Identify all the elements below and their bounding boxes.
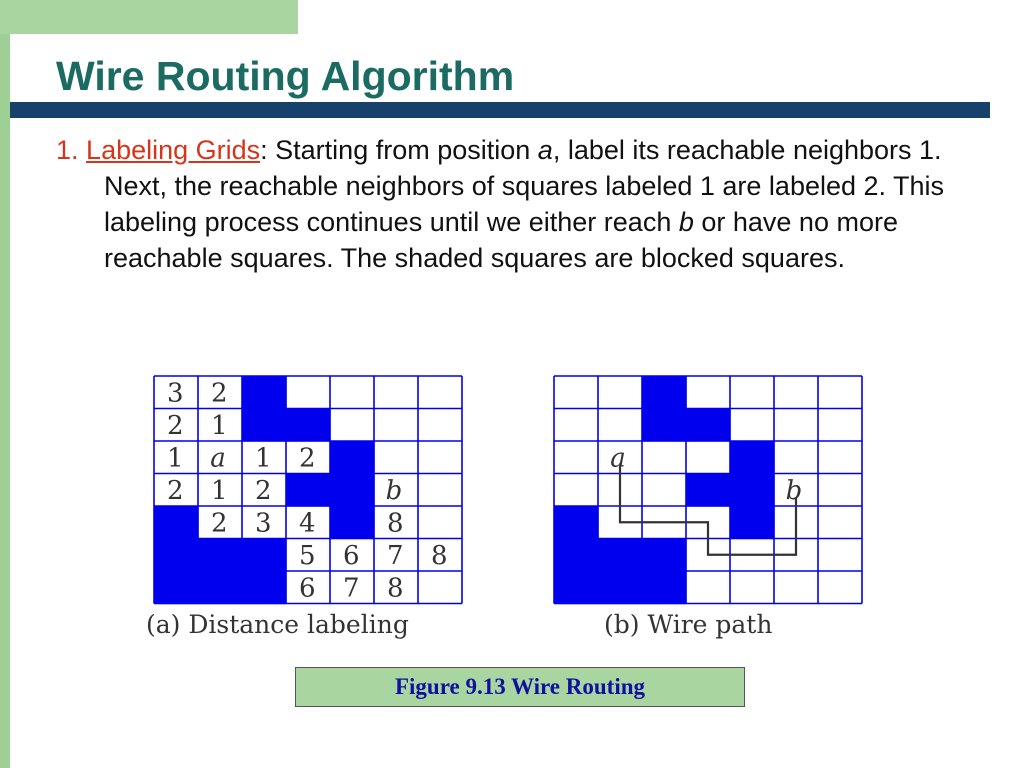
- position-a-ref: a: [537, 135, 553, 165]
- blocked-cell: [330, 441, 375, 474]
- distance-label: 1: [167, 443, 184, 474]
- wire-path-grid: [546, 370, 876, 610]
- text-segment: , label its reachable neighbors 1. Next, the reachable neighbors of squares labeled 1 are labeled 2. This labeling process continues until we either reach: [104, 135, 945, 237]
- left-accent-bar: [0, 0, 10, 768]
- blocked-cell: [642, 571, 687, 604]
- blocked-cell: [242, 376, 287, 409]
- distance-label: 3: [255, 508, 272, 539]
- body-text: [56, 132, 996, 276]
- text-segment: : Starting from position: [260, 135, 538, 165]
- blocked-cell: [686, 474, 731, 507]
- position-label: a: [210, 443, 226, 474]
- blocked-cell: [198, 571, 243, 604]
- wire-path-caption: (b) Wire path: [604, 610, 773, 639]
- distance-label: 2: [167, 411, 184, 441]
- blocked-cell: [286, 409, 331, 442]
- blocked-cell: [598, 571, 643, 604]
- distance-label: 8: [387, 573, 404, 604]
- blocked-cell: [730, 506, 775, 539]
- distance-label: 1: [255, 443, 272, 474]
- position-label: b: [785, 476, 803, 506]
- title-divider: [10, 102, 990, 118]
- blocked-cell: [242, 571, 287, 604]
- distance-label: 2: [211, 378, 228, 409]
- text-segment: or have no more reachable squares. The shaded squares are blocked squares.: [104, 207, 898, 273]
- blocked-cell: [286, 474, 331, 507]
- bullet-paragraph: [56, 132, 996, 276]
- distance-labeling-grid: [146, 370, 476, 610]
- top-accent-bar: [0, 0, 298, 34]
- distance-label: 1: [211, 411, 228, 441]
- distance-label: 7: [387, 541, 404, 571]
- blocked-cell: [730, 441, 775, 474]
- distance-label: 8: [431, 541, 448, 571]
- distance-label: 6: [299, 573, 316, 604]
- distance-label: 2: [211, 508, 228, 539]
- blocked-cell: [554, 571, 599, 604]
- blocked-cell: [554, 506, 599, 539]
- position-label: b: [385, 476, 403, 506]
- blocked-cell: [730, 474, 775, 507]
- blocked-cell: [242, 409, 287, 442]
- distance-label: 2: [167, 476, 184, 506]
- blocked-cell: [554, 539, 599, 572]
- distance-label: 7: [343, 573, 360, 604]
- distance-label: 6: [343, 541, 360, 571]
- distance-labeling-caption: (a) Distance labeling: [146, 610, 409, 639]
- blocked-cell: [686, 409, 731, 442]
- distance-label: 4: [299, 508, 316, 539]
- blocked-cell: [642, 376, 687, 409]
- blocked-cell: [330, 506, 375, 539]
- figure-caption: Figure 9.13 Wire Routing: [394, 674, 646, 699]
- blocked-cell: [242, 539, 287, 572]
- distance-label: 8: [387, 508, 404, 539]
- blocked-cell: [330, 474, 375, 507]
- item-number: 1.: [56, 135, 79, 165]
- position-b-ref: b: [678, 207, 694, 237]
- blocked-cell: [598, 539, 643, 572]
- blocked-cell: [154, 539, 199, 572]
- blocked-cell: [154, 506, 199, 539]
- slide-title: Wire Routing Algorithm: [56, 53, 515, 99]
- blocked-cell: [154, 571, 199, 604]
- distance-label: 2: [255, 476, 272, 506]
- position-label: a: [610, 443, 626, 474]
- distance-label: 3: [167, 378, 184, 409]
- blocked-cell: [198, 539, 243, 572]
- accent-notch: [10, 34, 308, 44]
- blocked-cell: [642, 409, 687, 442]
- figure-caption-box: [295, 667, 745, 707]
- distance-label: 1: [211, 476, 228, 506]
- distance-label: 2: [299, 443, 316, 474]
- term-link[interactable]: Labeling Grids: [86, 135, 261, 165]
- distance-label: 5: [299, 541, 316, 571]
- blocked-cell: [642, 539, 687, 572]
